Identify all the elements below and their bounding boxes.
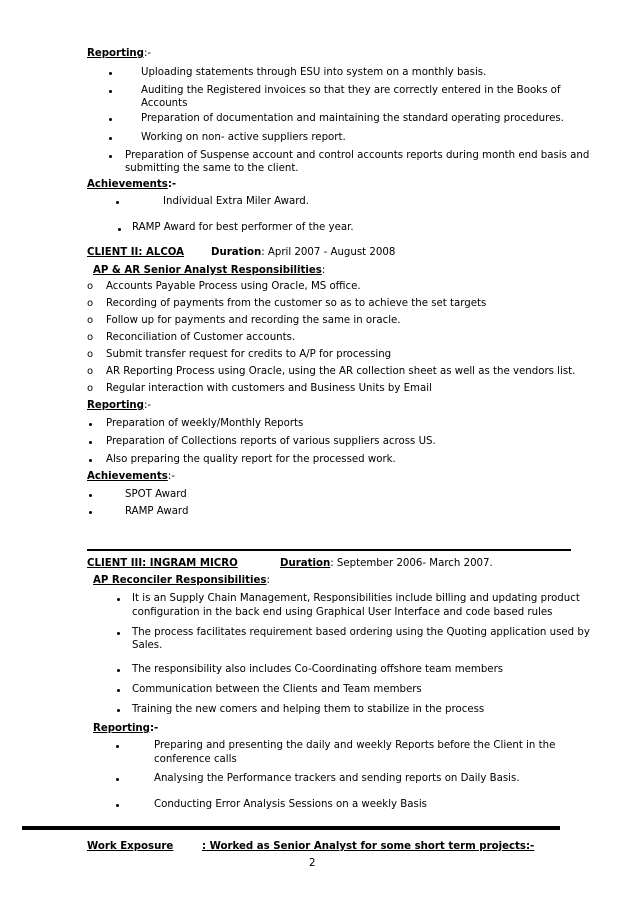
list-item: It is an Supply Chain Management, Responsibilities include billing and updating product xyxy=(132,593,580,604)
section-divider-thick xyxy=(22,826,560,830)
circle-bullet: o xyxy=(87,366,94,377)
bullet xyxy=(109,90,112,93)
list-item: Preparation of documentation and maintaining the standard operating procedures. xyxy=(141,113,564,124)
bullet xyxy=(89,494,92,497)
bullet xyxy=(109,118,112,121)
client-3-reporting-heading: Reporting:- xyxy=(93,723,159,734)
client-3-responsibilities-heading: AP Reconciler Responsibilities: xyxy=(93,575,270,586)
list-item: Accounts Payable Process using Oracle, MS office. xyxy=(106,281,361,292)
page-number: 2 xyxy=(309,858,316,869)
list-item: Communication between the Clients and Team members xyxy=(132,684,422,695)
list-item: AR Reporting Process using Oracle, using the AR collection sheet as well as the vendors list. xyxy=(106,366,576,377)
list-item: Auditing the Registered invoices so that they are correctly entered in the Books of xyxy=(141,85,561,96)
client-3-duration: Duration: September 2006- March 2007. xyxy=(280,558,493,569)
client-3-title: CLIENT III: INGRAM MICRO xyxy=(87,558,238,569)
bullet xyxy=(109,155,112,158)
work-exposure-value: : Worked as Senior Analyst for some short term projects:- xyxy=(202,841,535,852)
circle-bullet: o xyxy=(87,349,94,360)
client-2-duration: Duration: April 2007 - August 2008 xyxy=(211,247,396,258)
list-item: Preparation of weekly/Monthly Reports xyxy=(106,418,304,429)
bullet xyxy=(117,689,120,692)
bullet xyxy=(89,441,92,444)
bullet xyxy=(109,72,112,75)
circle-bullet: o xyxy=(87,383,94,394)
list-item: Analysing the Performance trackers and sending reports on Daily Basis. xyxy=(154,773,520,784)
bullet xyxy=(89,459,92,462)
achievement-item: SPOT Award xyxy=(125,489,187,500)
list-item: Working on non- active suppliers report. xyxy=(141,132,346,143)
bullet xyxy=(117,709,120,712)
list-item-continuation: conference calls xyxy=(154,754,237,765)
bullet xyxy=(117,632,120,635)
client-2-reporting-heading: Reporting:- xyxy=(87,400,152,411)
bullet xyxy=(117,669,120,672)
client-2-responsibilities-heading: AP & AR Senior Analyst Responsibilities: xyxy=(93,265,326,276)
circle-bullet: o xyxy=(87,315,94,326)
bullet xyxy=(117,598,120,601)
list-item-continuation: configuration in the back end using Graphical User Interface and code based rules xyxy=(132,607,553,618)
list-item: Also preparing the quality report for the processed work. xyxy=(106,454,396,465)
bullet xyxy=(116,804,119,807)
list-item-continuation: submitting the same to the client. xyxy=(125,163,299,174)
achievements-heading: Achievements:- xyxy=(87,179,177,190)
client-2-title: CLIENT II: ALCOA xyxy=(87,247,185,258)
list-item: Preparation of Suspense account and control accounts reports during month end basis and xyxy=(125,150,590,161)
work-exposure-label: Work Exposure xyxy=(87,841,174,852)
circle-bullet: o xyxy=(87,281,94,292)
bullet xyxy=(116,201,119,204)
list-item: Preparing and presenting the daily and weekly Reports before the Client in the xyxy=(154,740,556,751)
list-item: Uploading statements through ESU into system on a monthly basis. xyxy=(141,67,487,78)
list-item: Training the new comers and helping them to stabilize in the process xyxy=(132,704,485,715)
bullet xyxy=(116,745,119,748)
list-item: The responsibility also includes Co-Coordinating offshore team members xyxy=(132,664,504,675)
client-2-achievements-heading: Achievements:- xyxy=(87,471,175,482)
bullet xyxy=(118,228,121,231)
circle-bullet: o xyxy=(87,332,94,343)
bullet xyxy=(109,137,112,140)
bullet xyxy=(116,778,119,781)
bullet xyxy=(89,423,92,426)
list-item: Reconciliation of Customer accounts. xyxy=(106,332,296,343)
list-item: Follow up for payments and recording the same in oracle. xyxy=(106,315,401,326)
section-divider xyxy=(87,549,571,551)
list-item: Submit transfer request for credits to A/P for processing xyxy=(106,349,392,360)
achievement-item: RAMP Award for best performer of the year. xyxy=(132,222,354,233)
bullet xyxy=(89,511,92,514)
list-item: Recording of payments from the customer so as to achieve the set targets xyxy=(106,298,487,309)
achievement-item: RAMP Award xyxy=(125,506,189,517)
list-item: Preparation of Collections reports of various suppliers across US. xyxy=(106,436,436,447)
list-item-continuation: Accounts xyxy=(141,98,188,109)
achievement-item: Individual Extra Miler Award. xyxy=(163,196,309,207)
circle-bullet: o xyxy=(87,298,94,309)
list-item-continuation: Sales. xyxy=(132,640,163,651)
list-item: The process facilitates requirement based ordering using the Quoting application used by xyxy=(132,627,590,638)
list-item: Regular interaction with customers and Business Units by Email xyxy=(106,383,432,394)
list-item: Conducting Error Analysis Sessions on a weekly Basis xyxy=(154,799,427,810)
reporting-heading: Reporting:- xyxy=(87,48,152,59)
